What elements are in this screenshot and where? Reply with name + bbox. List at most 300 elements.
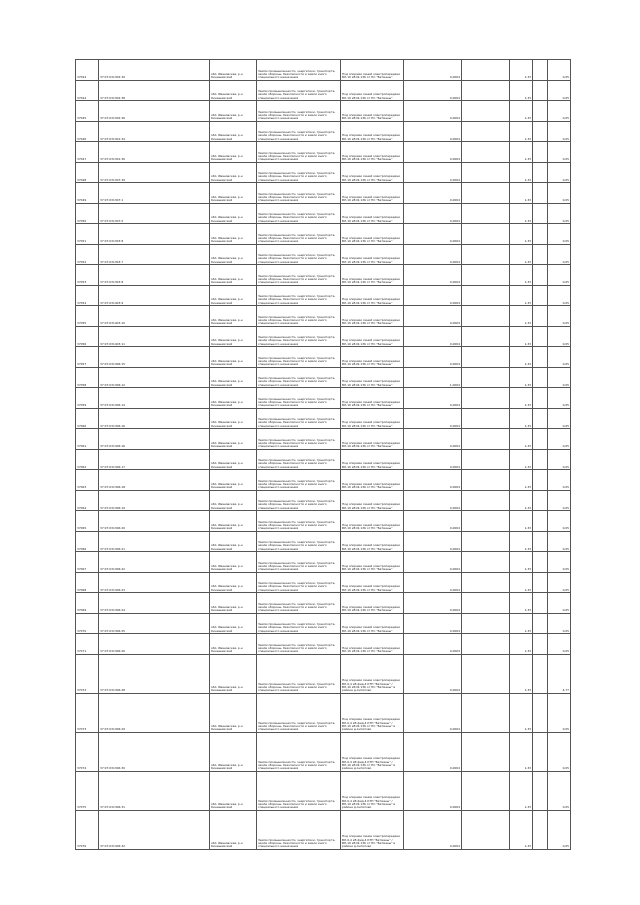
cell-empty bbox=[533, 347, 548, 368]
cell-id: 37075 bbox=[76, 771, 99, 810]
cell-land-category: Земли промышленности, энергетики, транспорта, земли обороны, безопасности и земли иного специального назначения bbox=[257, 388, 341, 409]
cell-rate: 1,33 bbox=[510, 244, 533, 265]
cell-cadastral-number: 37:07:031306:26 bbox=[99, 634, 210, 655]
table-row bbox=[76, 388, 571, 409]
table-body bbox=[76, 60, 571, 850]
cell-id: 37071 bbox=[76, 634, 99, 655]
cell-cadastral-number: 37:07:031303:8 bbox=[99, 265, 210, 286]
cell-cadastral-number: 37:07:031306:30 bbox=[99, 732, 210, 771]
cell-permitted-use: Под опорами линий электропередачи ВЛ-10 кВ № 136 от ПС "Батманы" bbox=[341, 162, 404, 183]
cell-land-category: Земли промышленности, энергетики, транспорта, земли обороны, безопасности и земли иного специального назначения bbox=[257, 572, 341, 593]
cell-sum: 0,05 bbox=[548, 388, 571, 409]
cell-empty bbox=[533, 408, 548, 429]
cell-permitted-use: Под опорами линий электропередачи ВЛ-10 кВ № 136 от ПС "Батманы" bbox=[341, 347, 404, 368]
cell-land-category: Земли промышленности, энергетики, транспорта, земли обороны, безопасности и земли иного специального назначения bbox=[257, 593, 341, 614]
cell-address: обл. Ивановская, р-н Кинешемский bbox=[210, 511, 257, 532]
cell-empty bbox=[462, 654, 510, 693]
cell-empty bbox=[462, 265, 510, 286]
cell-rate: 1,33 bbox=[510, 388, 533, 409]
cell-cadastral-number: 37:07:031301:34 bbox=[99, 121, 210, 142]
cell-area: 1,0004 bbox=[404, 367, 462, 388]
cell-address: обл. Ивановская, р-н Кинешемский bbox=[210, 771, 257, 810]
table-row bbox=[76, 142, 571, 163]
cell-permitted-use: Под опорами линии электропередачи ВЛ-0,4 кВ фид.4 КТП "Батманы" / ВЛ-10 кВ № 136 от ПС "Батманы" в районе д.Антипово bbox=[341, 732, 404, 771]
cell-area: 0,0004 bbox=[404, 572, 462, 593]
cell-land-category: Земли промышленности, энергетики, транспорта, земли обороны, безопасности и земли иного специального назначения bbox=[257, 771, 341, 810]
cell-id: 37065 bbox=[76, 511, 99, 532]
cell-area: 0,0004 bbox=[404, 265, 462, 286]
cell-id: 37060 bbox=[76, 408, 99, 429]
cell-land-category: Земли промышленности, энергетики, транспорта, земли обороны, безопасности и земли иного специального назначения bbox=[257, 121, 341, 142]
table-row bbox=[76, 511, 571, 532]
cell-empty bbox=[462, 80, 510, 101]
cell-permitted-use: Под опорами линий электропередачи ВЛ-10 кВ № 136 от ПС "Батманы" bbox=[341, 388, 404, 409]
cell-rate: 1,33 bbox=[510, 732, 533, 771]
cell-cadastral-number: 37:07:031301:36 bbox=[99, 142, 210, 163]
cell-empty bbox=[533, 470, 548, 491]
cell-sum: 4,77 bbox=[548, 654, 571, 693]
cell-cadastral-number: 37:07:031307:1 bbox=[99, 183, 210, 204]
cell-address: обл. Ивановская, р-н Кинешемский bbox=[210, 693, 257, 732]
table-row bbox=[76, 810, 571, 849]
cell-empty bbox=[462, 121, 510, 142]
cell-cadastral-number: 37:07:031306:29 bbox=[99, 693, 210, 732]
cell-sum: 0,05 bbox=[548, 408, 571, 429]
table-row bbox=[76, 224, 571, 245]
cell-cadastral-number: 37:07:031303:7 bbox=[99, 244, 210, 265]
cell-rate: 1,33 bbox=[510, 347, 533, 368]
cell-cadastral-number: 37:07:031306:14 bbox=[99, 388, 210, 409]
cell-empty bbox=[533, 367, 548, 388]
cell-id: 37061 bbox=[76, 429, 99, 450]
cell-id: 37048 bbox=[76, 162, 99, 183]
cell-id: 37074 bbox=[76, 732, 99, 771]
cell-rate: 1,33 bbox=[510, 224, 533, 245]
cell-cadastral-number: 37:07:031403:9 bbox=[99, 285, 210, 306]
cell-empty bbox=[533, 326, 548, 347]
cell-land-category: Земли промышленности, энергетики, транспорта, земли обороны, безопасности и земли иного специального назначения bbox=[257, 634, 341, 655]
cell-permitted-use: Под опорами линий электропередачи ВЛ-10 кВ № 136 от ПС "Батманы" bbox=[341, 613, 404, 634]
cell-empty bbox=[462, 408, 510, 429]
cell-empty bbox=[533, 265, 548, 286]
cell-id: 37068 bbox=[76, 572, 99, 593]
cell-empty bbox=[462, 732, 510, 771]
cell-area: 0,0004 bbox=[404, 408, 462, 429]
cell-empty bbox=[533, 183, 548, 204]
cell-sum: 0,05 bbox=[548, 101, 571, 122]
table-row bbox=[76, 552, 571, 573]
table-row bbox=[76, 121, 571, 142]
cell-sum: 0,05 bbox=[548, 511, 571, 532]
table-row bbox=[76, 347, 571, 368]
cell-empty bbox=[533, 203, 548, 224]
cell-address: обл. Ивановская, р-н Кинешемский bbox=[210, 470, 257, 491]
cell-empty bbox=[462, 60, 510, 81]
cell-address: обл. Ивановская, р-н Кинешемский bbox=[210, 265, 257, 286]
cell-area: 0,0004 bbox=[404, 285, 462, 306]
cell-area: 0,0004 bbox=[404, 162, 462, 183]
cell-empty bbox=[533, 60, 548, 81]
cell-empty bbox=[462, 285, 510, 306]
cell-id: 37062 bbox=[76, 449, 99, 470]
cell-address: обл. Ивановская, р-н Кинешемский bbox=[210, 60, 257, 81]
cell-rate: 1,33 bbox=[510, 531, 533, 552]
cell-permitted-use: Под опорами линий электропередачи ВЛ-10 кВ № 136 от ПС "Батманы" bbox=[341, 306, 404, 327]
cell-id: 37051 bbox=[76, 224, 99, 245]
cell-id: 37047 bbox=[76, 142, 99, 163]
cell-rate: 1,33 bbox=[510, 162, 533, 183]
cell-area: 0,0004 bbox=[404, 203, 462, 224]
cell-id: 37056 bbox=[76, 326, 99, 347]
cell-area: 0,0004 bbox=[404, 613, 462, 634]
cell-permitted-use: Под опорами линий электропередачи ВЛ-10 кВ № 136 от ПС "Батманы" bbox=[341, 429, 404, 450]
cell-cadastral-number: 37:07:031306:31 bbox=[99, 771, 210, 810]
cell-empty bbox=[533, 810, 548, 849]
cell-address: обл. Ивановская, р-н Кинешемский bbox=[210, 347, 257, 368]
cell-cadastral-number: 37:07:031306:23 bbox=[99, 572, 210, 593]
cell-rate: 1,33 bbox=[510, 326, 533, 347]
cell-empty bbox=[462, 552, 510, 573]
table-row bbox=[76, 367, 571, 388]
cell-empty bbox=[462, 470, 510, 491]
cell-address: обл. Ивановская, р-н Кинешемский bbox=[210, 388, 257, 409]
cell-cadastral-number: 37:07:031306:21 bbox=[99, 531, 210, 552]
cell-id: 37063 bbox=[76, 470, 99, 491]
cell-land-category: Земли промышленности, энергетики, транспорта, земли обороны, безопасности и земли иного специального назначения bbox=[257, 429, 341, 450]
cell-rate: 1,33 bbox=[510, 429, 533, 450]
cell-land-category: Земли промышленности, энергетики, транспорта, земли обороны, безопасности и земли иного специального назначения bbox=[257, 470, 341, 491]
cell-cadastral-number: 37:07:031303:8 bbox=[99, 224, 210, 245]
cell-id: 37073 bbox=[76, 693, 99, 732]
cell-empty bbox=[462, 429, 510, 450]
cell-address: обл. Ивановская, р-н Кинешемский bbox=[210, 306, 257, 327]
cell-permitted-use: Под опорами линий электропередачи ВЛ-10 кВ № 136 от ПС "Батманы" bbox=[341, 593, 404, 614]
cell-land-category: Земли промышленности, энергетики, транспорта, земли обороны, безопасности и земли иного специального назначения bbox=[257, 531, 341, 552]
cell-cadastral-number: 37:07:031306:24 bbox=[99, 593, 210, 614]
cell-permitted-use: Под опорами линий электропередачи ВЛ-10 кВ № 136 от ПС "Батманы" bbox=[341, 634, 404, 655]
cell-sum: 0,05 bbox=[548, 224, 571, 245]
cell-permitted-use: Под опорами линий электропередачи ВЛ-10 кВ № 136 от ПС "Батманы" bbox=[341, 60, 404, 81]
cell-sum: 0,05 bbox=[548, 347, 571, 368]
cell-empty bbox=[533, 490, 548, 511]
cell-area: 0,0004 bbox=[404, 183, 462, 204]
cell-sum: 0,05 bbox=[548, 470, 571, 491]
cell-cadastral-number: 37:07:031306:19 bbox=[99, 490, 210, 511]
cell-id: 37076 bbox=[76, 810, 99, 849]
cell-empty bbox=[533, 429, 548, 450]
cell-sum: 0,05 bbox=[548, 531, 571, 552]
table-row bbox=[76, 634, 571, 655]
cell-area: 0,0004 bbox=[404, 244, 462, 265]
cell-empty bbox=[533, 732, 548, 771]
table-row bbox=[76, 693, 571, 732]
cell-area: 0,0004 bbox=[404, 347, 462, 368]
cell-empty bbox=[533, 388, 548, 409]
cell-address: обл. Ивановская, р-н Кинешемский bbox=[210, 326, 257, 347]
cell-empty bbox=[533, 654, 548, 693]
cell-permitted-use: Под опорами линий электропередачи ВЛ-10 кВ № 136 от ПС "Батманы" bbox=[341, 244, 404, 265]
cell-rate: 1,33 bbox=[510, 470, 533, 491]
cell-empty bbox=[533, 531, 548, 552]
cell-sum: 0,05 bbox=[548, 490, 571, 511]
cell-cadastral-number: 37:07:031306:20 bbox=[99, 511, 210, 532]
cell-id: 37046 bbox=[76, 121, 99, 142]
cell-rate: 1,33 bbox=[510, 367, 533, 388]
cell-cadastral-number: 37:07:031302:38 bbox=[99, 80, 210, 101]
table-row bbox=[76, 408, 571, 429]
cell-area: 0,0004 bbox=[404, 470, 462, 491]
cell-id: 37050 bbox=[76, 203, 99, 224]
cell-area: 0,0004 bbox=[404, 693, 462, 732]
cell-empty bbox=[462, 388, 510, 409]
cell-cadastral-number: 37:07:031302:39 bbox=[99, 60, 210, 81]
cell-id: 37059 bbox=[76, 388, 99, 409]
cell-permitted-use: Под опорами линий электропередачи ВЛ-10 кВ № 136 от ПС "Батманы" bbox=[341, 449, 404, 470]
cell-area: 0,0004 bbox=[404, 771, 462, 810]
cell-land-category: Земли промышленности, энергетики, транспорта, земли обороны, безопасности и земли иного специального назначения bbox=[257, 80, 341, 101]
cell-permitted-use: Под опорами линий электропередачи ВЛ-10 кВ № 136 от ПС "Батманы" bbox=[341, 367, 404, 388]
table-row bbox=[76, 80, 571, 101]
cell-cadastral-number: 37:07:031306:16 bbox=[99, 429, 210, 450]
cell-empty bbox=[462, 326, 510, 347]
cell-empty bbox=[533, 306, 548, 327]
cell-empty bbox=[462, 531, 510, 552]
cell-rate: 1,33 bbox=[510, 693, 533, 732]
table-row bbox=[76, 593, 571, 614]
cell-land-category: Земли промышленности, энергетики, транспорта, земли обороны, безопасности и земли иного специального назначения bbox=[257, 162, 341, 183]
cell-address: обл. Ивановская, р-н Кинешемский bbox=[210, 593, 257, 614]
cell-address: обл. Ивановская, р-н Кинешемский bbox=[210, 572, 257, 593]
cell-sum: 0,05 bbox=[548, 367, 571, 388]
cell-address: обл. Ивановская, р-н Кинешемский bbox=[210, 449, 257, 470]
cell-land-category: Земли промышленности, энергетики, транспорта, земли обороны, безопасности и земли иного специального назначения bbox=[257, 203, 341, 224]
cell-permitted-use: Под опорами линии электропередачи ВЛ-0,4 кВ фид.4 КТП "Батманы" / ВЛ-10 кВ № 136 от ПС "Батманы" в районе д.Антипово bbox=[341, 771, 404, 810]
cell-permitted-use: Под опорами линий электропередачи ВЛ-10 кВ № 136 от ПС "Батманы" bbox=[341, 80, 404, 101]
cell-cadastral-number: 37:07:031306:17 bbox=[99, 449, 210, 470]
cell-address: обл. Ивановская, р-н Кинешемский bbox=[210, 408, 257, 429]
cell-land-category: Земли промышленности, энергетики, транспорта, земли обороны, безопасности и земли иного специального назначения bbox=[257, 810, 341, 849]
cell-address: обл. Ивановская, р-н Кинешемский bbox=[210, 613, 257, 634]
cell-sum: 0,05 bbox=[548, 810, 571, 849]
cell-land-category: Земли промышленности, энергетики, транспорта, земли обороны, безопасности и земли иного специального назначения bbox=[257, 306, 341, 327]
cell-land-category: Земли промышленности, энергетики, транспорта, земли обороны, безопасности и земли иного специального назначения bbox=[257, 244, 341, 265]
cell-permitted-use: Под опорами линий электропередачи ВЛ-10 кВ № 136 от ПС "Батманы" bbox=[341, 572, 404, 593]
cell-empty bbox=[533, 224, 548, 245]
table-row bbox=[76, 162, 571, 183]
cell-permitted-use: Под опорами линий электропередачи ВЛ-10 кВ № 136 от ПС "Батманы" bbox=[341, 203, 404, 224]
cell-area: 0,0004 bbox=[404, 224, 462, 245]
cell-land-category: Земли промышленности, энергетики, транспорта, земли обороны, безопасности и земли иного специального назначения bbox=[257, 224, 341, 245]
cell-permitted-use: Под опорами линий электропередачи ВЛ-10 кВ № 136 от ПС "Батманы" bbox=[341, 490, 404, 511]
cell-cadastral-number: 37:07:031307:5 bbox=[99, 203, 210, 224]
cell-permitted-use: Под опорами линий электропередачи ВЛ-10 кВ № 136 от ПС "Батманы" bbox=[341, 326, 404, 347]
cell-empty bbox=[462, 162, 510, 183]
cell-land-category: Земли промышленности, энергетики, транспорта, земли обороны, безопасности и земли иного специального назначения bbox=[257, 449, 341, 470]
cell-land-category: Земли промышленности, энергетики, транспорта, земли обороны, безопасности и земли иного специального назначения bbox=[257, 101, 341, 122]
cell-empty bbox=[462, 306, 510, 327]
cell-area: 0,0004 bbox=[404, 121, 462, 142]
cell-empty bbox=[462, 244, 510, 265]
table-row bbox=[76, 101, 571, 122]
cell-rate: 1,33 bbox=[510, 203, 533, 224]
cell-sum: 0,05 bbox=[548, 593, 571, 614]
cell-cadastral-number: 37:07:031403:10 bbox=[99, 306, 210, 327]
cell-address: обл. Ивановская, р-н Кинешемский bbox=[210, 654, 257, 693]
cell-land-category: Земли промышленности, энергетики, транспорта, земли обороны, безопасности и земли иного специального назначения bbox=[257, 552, 341, 573]
cell-sum: 0,05 bbox=[548, 183, 571, 204]
cell-id: 37054 bbox=[76, 285, 99, 306]
cell-id: 37045 bbox=[76, 101, 99, 122]
cell-empty bbox=[533, 244, 548, 265]
cell-address: обл. Ивановская, р-н Кинешемский bbox=[210, 244, 257, 265]
cell-rate: 1,33 bbox=[510, 142, 533, 163]
cell-id: 37067 bbox=[76, 552, 99, 573]
cell-area: 0,0004 bbox=[404, 810, 462, 849]
cell-area: 0,0004 bbox=[404, 142, 462, 163]
cell-id: 37055 bbox=[76, 306, 99, 327]
cell-empty bbox=[533, 593, 548, 614]
cell-land-category: Земли промышленности, энергетики, транспорта, земли обороны, безопасности и земли иного специального назначения bbox=[257, 367, 341, 388]
cell-land-category: Земли промышленности, энергетики, транспорта, земли обороны, безопасности и земли иного специального назначения bbox=[257, 408, 341, 429]
cell-id: 37044 bbox=[76, 80, 99, 101]
cell-sum: 0,05 bbox=[548, 771, 571, 810]
cell-empty bbox=[462, 613, 510, 634]
cell-cadastral-number: 37:07:031306:12 bbox=[99, 367, 210, 388]
cell-empty bbox=[462, 810, 510, 849]
cell-rate: 1,33 bbox=[510, 121, 533, 142]
cell-rate: 1,33 bbox=[510, 511, 533, 532]
cell-permitted-use: Под опорами линий электропередачи ВЛ-10 кВ № 136 от ПС "Батманы" bbox=[341, 531, 404, 552]
cell-rate: 1,33 bbox=[510, 285, 533, 306]
cell-rate: 1,33 bbox=[510, 634, 533, 655]
cell-area: 0,0004 bbox=[404, 326, 462, 347]
cell-empty bbox=[533, 634, 548, 655]
cell-address: обл. Ивановская, р-н Кинешемский bbox=[210, 490, 257, 511]
cell-sum: 0,05 bbox=[548, 429, 571, 450]
cell-area: 0,0004 bbox=[404, 732, 462, 771]
cell-id: 37070 bbox=[76, 613, 99, 634]
cell-land-category: Земли промышленности, энергетики, транспорта, земли обороны, безопасности и земли иного специального назначения bbox=[257, 285, 341, 306]
table-row bbox=[76, 531, 571, 552]
cell-empty bbox=[462, 203, 510, 224]
cell-land-category: Земли промышленности, энергетики, транспорта, земли обороны, безопасности и земли иного специального назначения bbox=[257, 265, 341, 286]
cell-sum: 0,05 bbox=[548, 121, 571, 142]
cell-rate: 1,33 bbox=[510, 183, 533, 204]
cell-area: 0,0004 bbox=[404, 531, 462, 552]
table-row bbox=[76, 244, 571, 265]
cell-empty bbox=[533, 162, 548, 183]
cell-permitted-use: Под опорами линий электропередачи ВЛ-10 кВ № 136 от ПС "Батманы" bbox=[341, 142, 404, 163]
cell-permitted-use: Под опорами линии электропередачи ВЛ-0,4 кВ фид.4 КТП "Батманы" / ВЛ-10 кВ № 136 от ПС "Батманы" в районе д.Антипово bbox=[341, 810, 404, 849]
cell-sum: 0,05 bbox=[548, 60, 571, 81]
cell-rate: 1,33 bbox=[510, 552, 533, 573]
cell-id: 37058 bbox=[76, 367, 99, 388]
cell-cadastral-number: 37:07:031306:25 bbox=[99, 613, 210, 634]
cell-sum: 0,05 bbox=[548, 572, 571, 593]
table-row bbox=[76, 470, 571, 491]
cell-sum: 0,05 bbox=[548, 634, 571, 655]
table-row bbox=[76, 285, 571, 306]
cell-land-category: Земли промышленности, энергетики, транспорта, земли обороны, безопасности и земли иного специального назначения bbox=[257, 654, 341, 693]
land-plots-table bbox=[75, 59, 571, 850]
table-row bbox=[76, 490, 571, 511]
cell-sum: 0,05 bbox=[548, 732, 571, 771]
cell-permitted-use: Под опорами линий электропередачи ВЛ-10 кВ № 136 от ПС "Батманы" bbox=[341, 183, 404, 204]
cell-cadastral-number: 37:07:031306:28 bbox=[99, 654, 210, 693]
cell-empty bbox=[533, 449, 548, 470]
cell-id: 37049 bbox=[76, 183, 99, 204]
cell-permitted-use: Под опорами линий электропередачи ВЛ-10 кВ № 136 от ПС "Батманы" bbox=[341, 552, 404, 573]
cell-area: 0,0004 bbox=[404, 101, 462, 122]
cell-land-category: Земли промышленности, энергетики, транспорта, земли обороны, безопасности и земли иного специального назначения bbox=[257, 490, 341, 511]
cell-address: обл. Ивановская, р-н Кинешемский bbox=[210, 810, 257, 849]
cell-empty bbox=[462, 142, 510, 163]
cell-area: 0,0004 bbox=[404, 593, 462, 614]
cell-sum: 0,05 bbox=[548, 613, 571, 634]
cell-rate: 1,33 bbox=[510, 593, 533, 614]
cell-sum: 0,05 bbox=[548, 162, 571, 183]
cell-sum: 0,05 bbox=[548, 142, 571, 163]
cell-address: обл. Ивановская, р-н Кинешемский bbox=[210, 285, 257, 306]
cell-id: 37044 bbox=[76, 60, 99, 81]
cell-rate: 1,33 bbox=[510, 572, 533, 593]
table-row bbox=[76, 613, 571, 634]
document-sheet bbox=[75, 59, 569, 850]
cell-empty bbox=[533, 572, 548, 593]
cell-empty bbox=[462, 634, 510, 655]
table-row bbox=[76, 771, 571, 810]
cell-address: обл. Ивановская, р-н Кинешемский bbox=[210, 224, 257, 245]
cell-sum: 0,05 bbox=[548, 244, 571, 265]
cell-land-category: Земли промышленности, энергетики, транспорта, земли обороны, безопасности и земли иного специального назначения bbox=[257, 142, 341, 163]
cell-land-category: Земли промышленности, энергетики, транспорта, земли обороны, безопасности и земли иного специального назначения bbox=[257, 183, 341, 204]
cell-area: 0,0004 bbox=[404, 80, 462, 101]
table-row bbox=[76, 449, 571, 470]
cell-address: обл. Ивановская, р-н Кинешемский bbox=[210, 203, 257, 224]
cell-address: обл. Ивановская, р-н Кинешемский bbox=[210, 429, 257, 450]
table-row bbox=[76, 572, 571, 593]
table-row bbox=[76, 203, 571, 224]
cell-id: 37057 bbox=[76, 347, 99, 368]
cell-address: обл. Ивановская, р-н Кинешемский bbox=[210, 552, 257, 573]
cell-permitted-use: Под опорами линии электропередачи ВЛ-0,4 кВ фид.4 КТП "Батманы" / ВЛ-10 кВ № 136 от ПС "Батманы" в районе д.Антипово bbox=[341, 654, 404, 693]
cell-area: 0,0004 bbox=[404, 511, 462, 532]
cell-cadastral-number: 37:07:031306:22 bbox=[99, 552, 210, 573]
cell-empty bbox=[533, 142, 548, 163]
cell-rate: 1,33 bbox=[510, 810, 533, 849]
cell-permitted-use: Под опорами линий электропередачи ВЛ-10 кВ № 136 от ПС "Батманы" bbox=[341, 265, 404, 286]
cell-sum: 0,05 bbox=[548, 285, 571, 306]
cell-address: обл. Ивановская, р-н Кинешемский bbox=[210, 634, 257, 655]
cell-empty bbox=[462, 593, 510, 614]
cell-area: 0,0004 bbox=[404, 60, 462, 81]
cell-empty bbox=[462, 224, 510, 245]
cell-area: 0,0004 bbox=[404, 634, 462, 655]
cell-rate: 1,33 bbox=[510, 490, 533, 511]
cell-id: 37072 bbox=[76, 654, 99, 693]
cell-cadastral-number: 37:07:031306:15 bbox=[99, 347, 210, 368]
cell-area: 0,0004 bbox=[404, 654, 462, 693]
cell-permitted-use: Под опорами линий электропередачи ВЛ-10 кВ № 136 от ПС "Батманы" bbox=[341, 285, 404, 306]
cell-land-category: Земли промышленности, энергетики, транспорта, земли обороны, безопасности и земли иного специального назначения bbox=[257, 60, 341, 81]
cell-land-category: Земли промышленности, энергетики, транспорта, земли обороны, безопасности и земли иного специального назначения bbox=[257, 613, 341, 634]
cell-permitted-use: Под опорами линий электропередачи ВЛ-10 кВ № 136 от ПС "Батманы" bbox=[341, 470, 404, 491]
cell-empty bbox=[533, 101, 548, 122]
cell-sum: 0,05 bbox=[548, 80, 571, 101]
cell-empty bbox=[462, 183, 510, 204]
cell-sum: 0,05 bbox=[548, 306, 571, 327]
cell-land-category: Земли промышленности, энергетики, транспорта, земли обороны, безопасности и земли иного специального назначения bbox=[257, 732, 341, 771]
